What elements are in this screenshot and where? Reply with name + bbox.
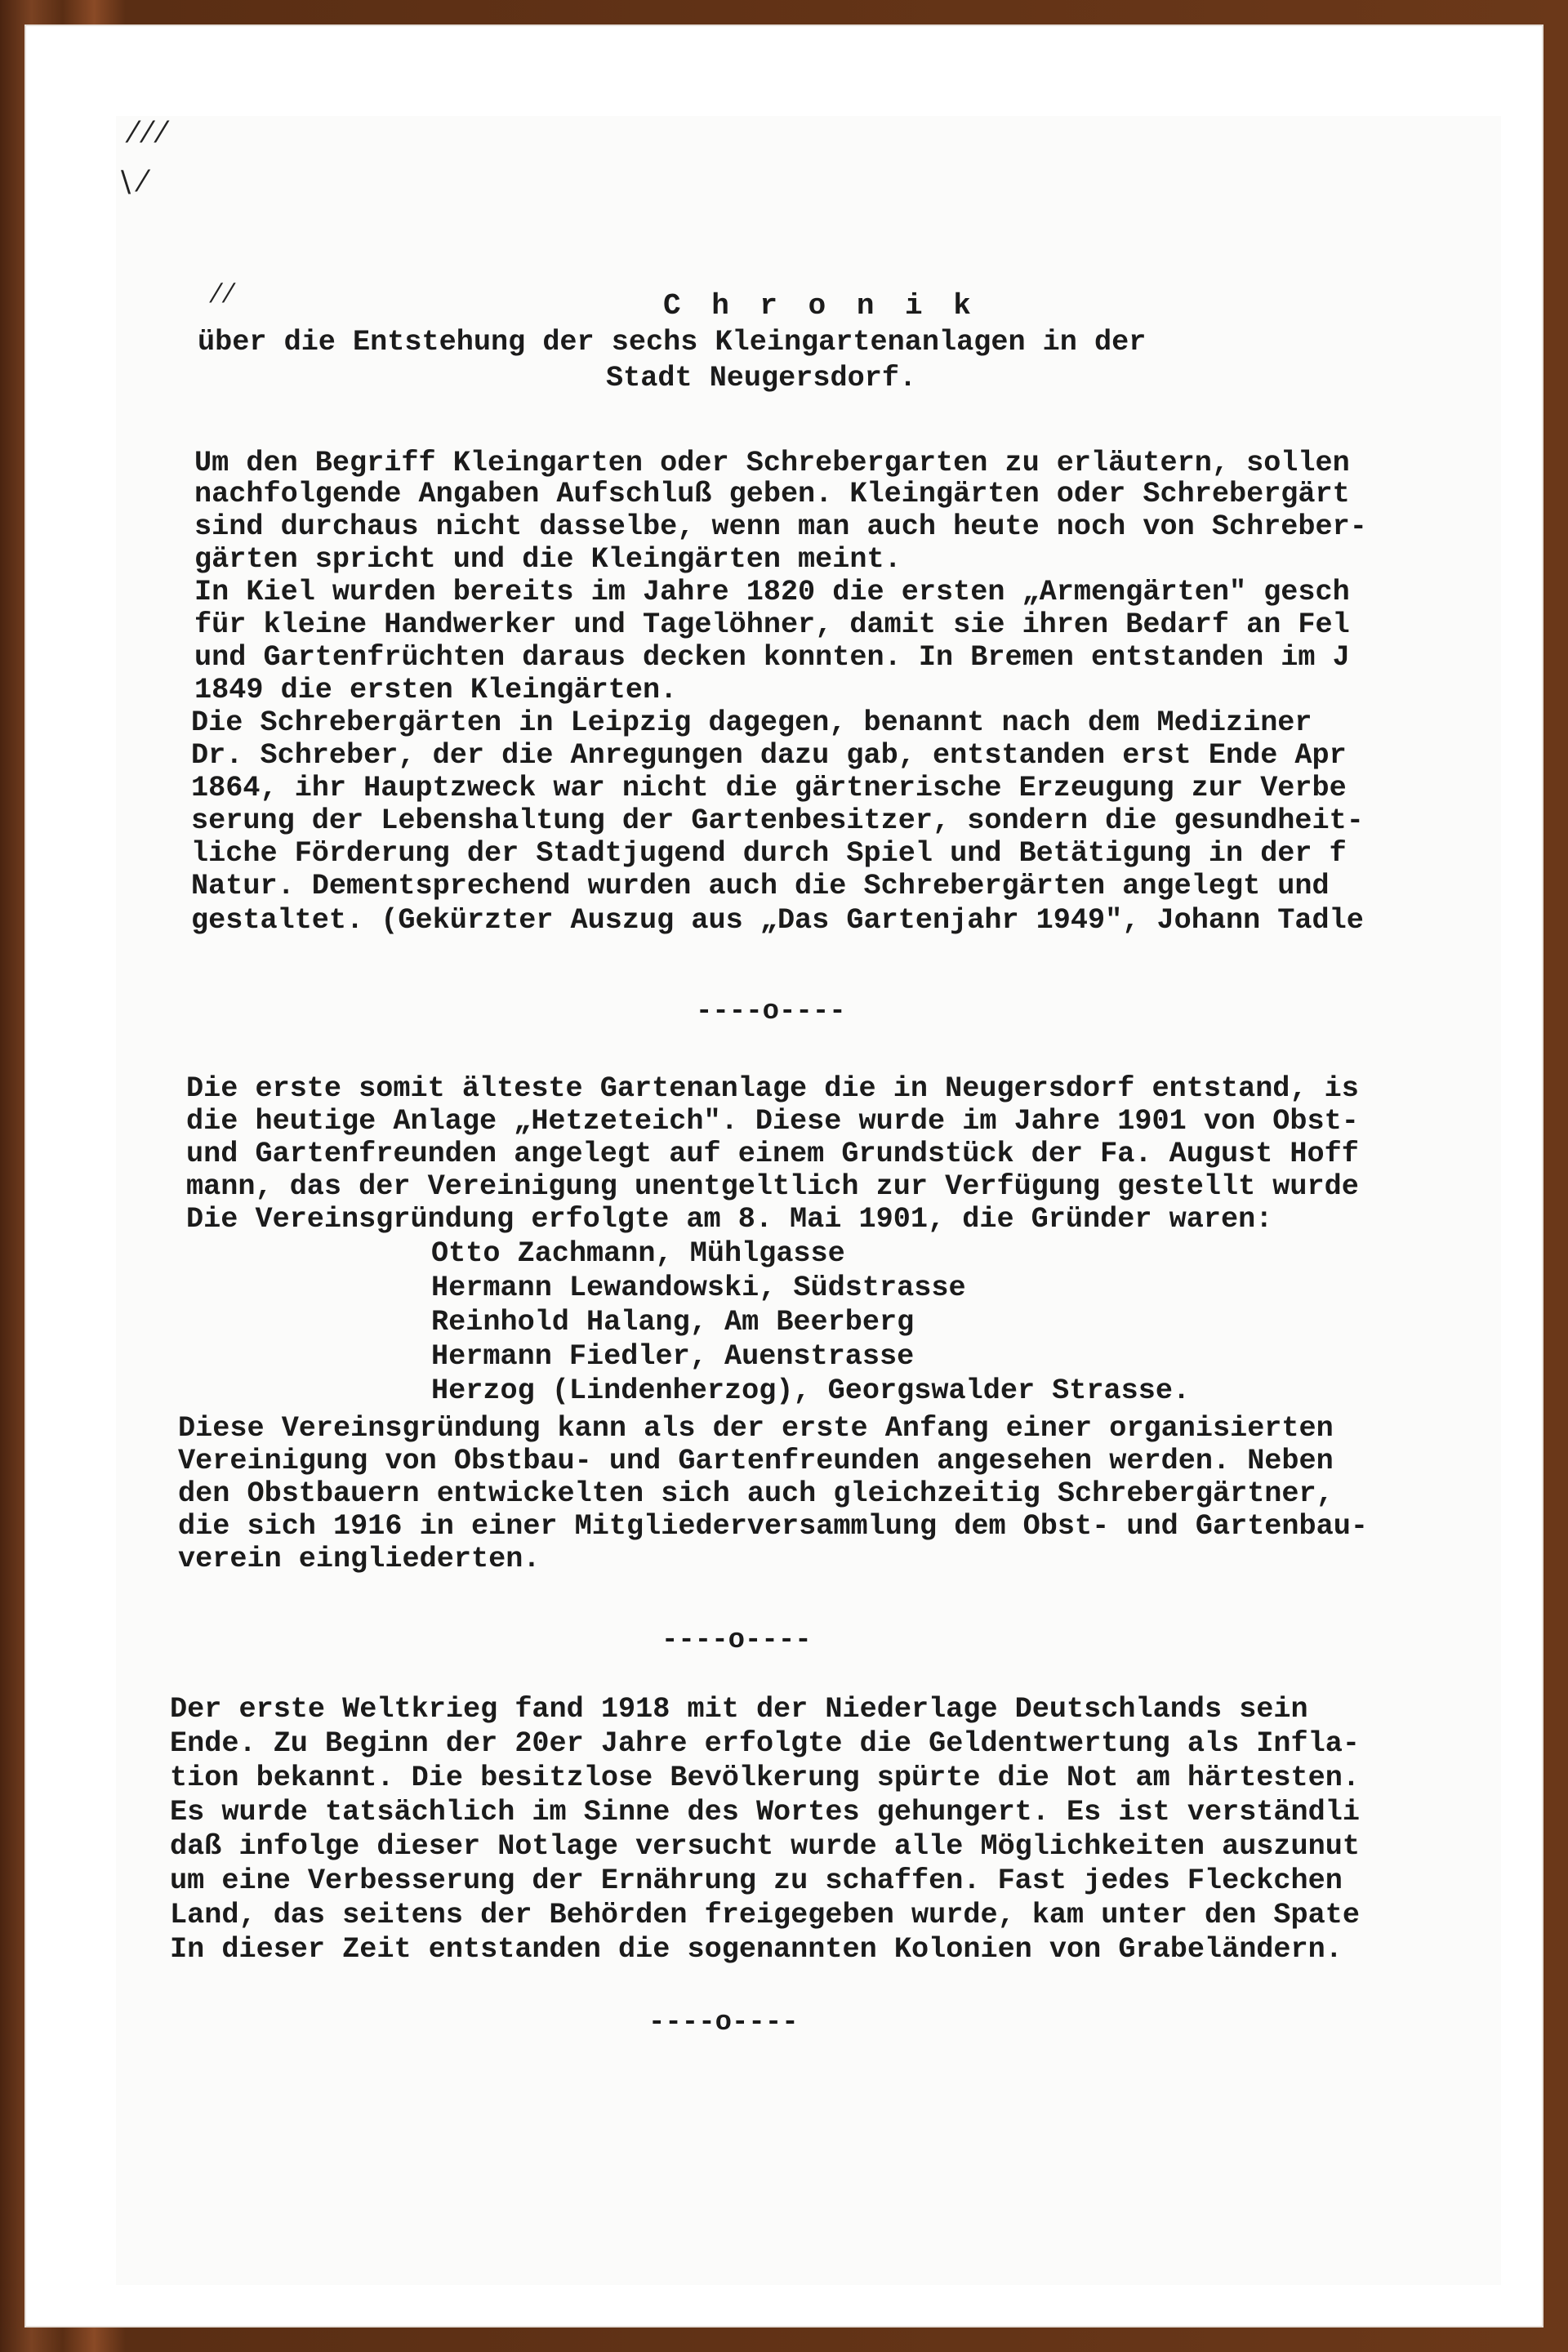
founder-entry: Hermann Lewandowski, Südstrasse bbox=[431, 1272, 966, 1304]
text-line: die heutige Anlage „Hetzeteich". Diese wurde im Jahre 1901 von Obst- bbox=[186, 1105, 1359, 1138]
text-line: verein eingliederten. bbox=[178, 1543, 541, 1575]
margin-scribbles: ⁄ ⁄ ⁄ bbox=[131, 116, 164, 149]
text-line: um eine Verbesserung der Ernährung zu schaffen. Fast jedes Fleckchen bbox=[170, 1864, 1343, 1897]
subtitle-line: über die Entstehung der sechs Kleingartenanlagen in der bbox=[198, 326, 1147, 359]
separator-mark: ----o---- bbox=[662, 1625, 812, 1656]
text-line: Diese Vereinsgründung kann als der erste Anfang einer organisierten bbox=[178, 1412, 1334, 1445]
text-line: Natur. Dementsprechend wurden auch die Schrebergärten angelegt und bbox=[191, 870, 1330, 902]
founder-entry: Reinhold Halang, Am Beerberg bbox=[431, 1306, 915, 1339]
passe-partout-mat bbox=[24, 24, 1544, 2328]
text-line: Die erste somit älteste Gartenanlage die in Neugersdorf entstand, is bbox=[186, 1072, 1359, 1105]
text-line: Es wurde tatsächlich im Sinne des Wortes gehungert. Es ist verständli bbox=[170, 1796, 1360, 1829]
text-line: 1849 die ersten Kleingärten. bbox=[194, 674, 678, 706]
margin-scribbles: ⁄ ⁄ bbox=[214, 278, 231, 309]
text-line: Der erste Weltkrieg fand 1918 mit der Niederlage Deutschlands sein bbox=[170, 1693, 1308, 1726]
text-line: für kleine Handwerker und Tagelöhner, damit sie ihren Bedarf an Fel bbox=[194, 608, 1350, 641]
text-line: Um den Begriff Kleingarten oder Schrebergarten zu erläutern, sollen bbox=[194, 447, 1350, 479]
text-line: mann, das der Vereinigung unentgeltlich zur Verfügung gestellt wurde bbox=[186, 1170, 1359, 1203]
text-line: Land, das seitens der Behörden freigegeben wurde, kam unter den Spate bbox=[170, 1899, 1360, 1931]
text-line: serung der Lebenshaltung der Gartenbesitzer, sondern die gesundheit- bbox=[191, 804, 1364, 837]
text-line: liche Förderung der Stadtjugend durch Spiel und Betätigung in der f bbox=[191, 837, 1347, 870]
typewritten-page bbox=[116, 116, 1501, 2285]
founder-entry: Otto Zachmann, Mühlgasse bbox=[431, 1237, 845, 1270]
chronicle-title: C h r o n i k bbox=[663, 289, 978, 323]
text-line: nachfolgende Angaben Aufschluß geben. Kleingärten oder Schrebergärt bbox=[194, 478, 1350, 510]
margin-scribbles: \ ⁄ bbox=[121, 165, 145, 198]
text-line: und Gartenfrüchten daraus decken konnten. In Bremen entstanden im J bbox=[194, 641, 1350, 674]
founder-entry: Hermann Fiedler, Auenstrasse bbox=[431, 1340, 915, 1373]
separator-mark: ----o---- bbox=[648, 2007, 799, 2038]
text-line: die sich 1916 in einer Mitgliederversammlung dem Obst- und Gartenbau- bbox=[178, 1510, 1368, 1543]
text-line: 1864, ihr Hauptzweck war nicht die gärtnerische Erzeugung zur Verbe bbox=[191, 772, 1347, 804]
text-line: den Obstbauern entwickelten sich auch gleichzeitig Schrebergärtner, bbox=[178, 1477, 1334, 1510]
founder-entry: Herzog (Lindenherzog), Georgswalder Strasse. bbox=[431, 1374, 1191, 1407]
separator-mark: ----o---- bbox=[696, 996, 846, 1027]
text-line: Ende. Zu Beginn der 20er Jahre erfolgte die Geldentwertung als Infla- bbox=[170, 1727, 1360, 1760]
text-line: daß infolge dieser Notlage versucht wurde alle Möglichkeiten auszunut bbox=[170, 1830, 1360, 1863]
text-line: sind durchaus nicht dasselbe, wenn man auch heute noch von Schreber- bbox=[194, 510, 1367, 543]
text-line: In dieser Zeit entstanden die sogenannten Kolonien von Grabeländern. bbox=[170, 1933, 1343, 1966]
text-line: Die Vereinsgründung erfolgte am 8. Mai 1901, die Gründer waren: bbox=[186, 1203, 1273, 1236]
text-line: tion bekannt. Die besitzlose Bevölkerung spürte die Not am härtesten. bbox=[170, 1762, 1360, 1794]
text-line: In Kiel wurden bereits im Jahre 1820 die ersten „Armengärten" gesch bbox=[194, 576, 1350, 608]
subtitle-line: Stadt Neugersdorf. bbox=[606, 362, 917, 394]
text-line: Dr. Schreber, der die Anregungen dazu gab, entstanden erst Ende Apr bbox=[191, 739, 1347, 772]
text-line: gärten spricht und die Kleingärten meint. bbox=[194, 543, 902, 576]
text-line: Vereinigung von Obstbau- und Gartenfreunden angesehen werden. Neben bbox=[178, 1445, 1334, 1477]
text-line: Die Schrebergärten in Leipzig dagegen, benannt nach dem Mediziner bbox=[191, 706, 1312, 739]
text-line: gestaltet. (Gekürzter Auszug aus „Das Gartenjahr 1949", Johann Tadle bbox=[191, 904, 1364, 937]
text-line: und Gartenfreunden angelegt auf einem Grundstück der Fa. August Hoff bbox=[186, 1138, 1359, 1170]
